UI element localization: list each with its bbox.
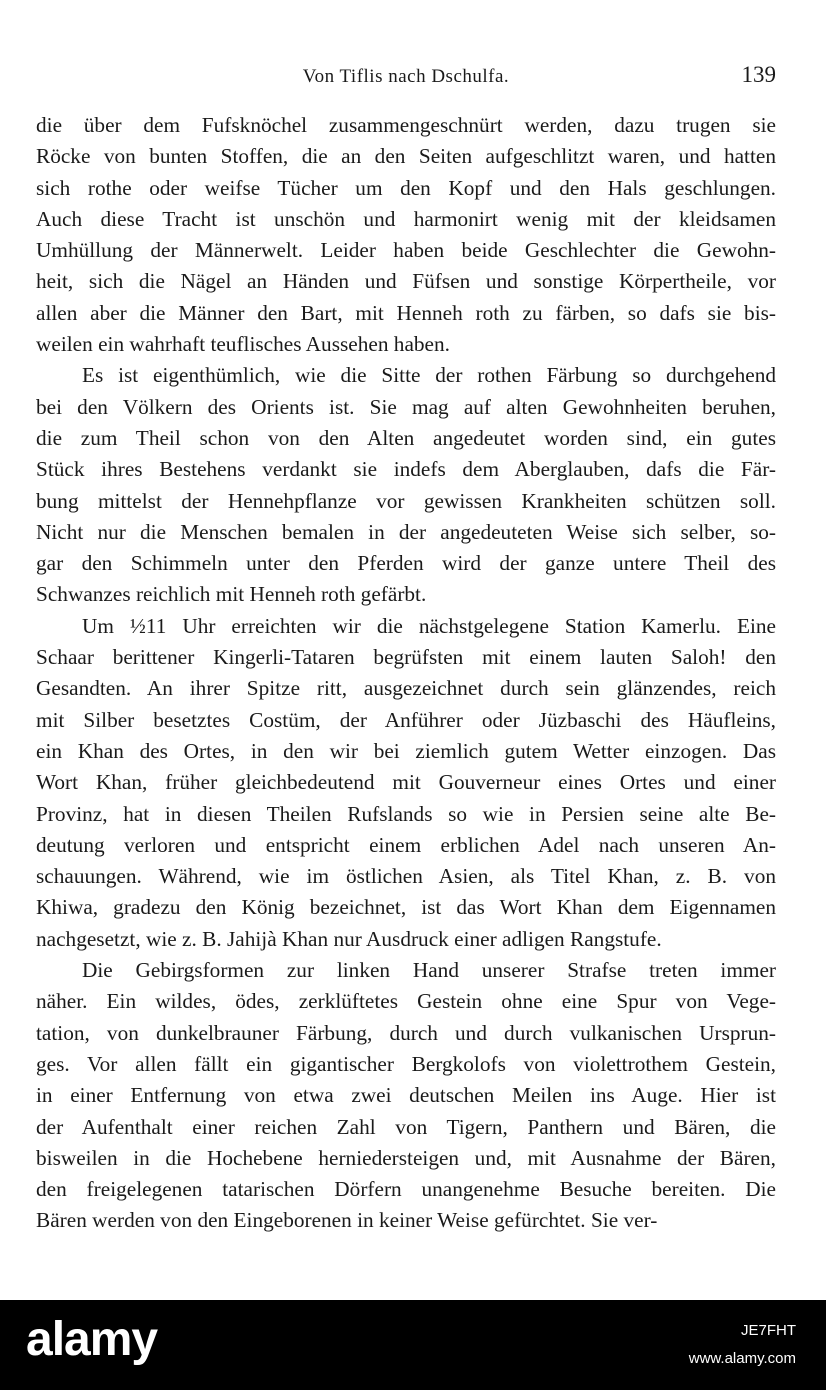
watermark-footer <box>0 1300 826 1390</box>
text-line: Es ist eigenthümlich, wie die Sitte der rothen Färbung so durchgehend <box>82 363 776 388</box>
paragraph <box>36 955 776 1237</box>
text-line: Stück ihres Bestehens verdankt sie indefs dem Aberglauben, dafs die Fär- <box>36 457 776 482</box>
text-line: Gesandten. An ihrer Spitze ritt, ausgezeichnet durch sein glänzendes, reich <box>36 676 776 701</box>
paragraph <box>36 110 776 360</box>
text-line: Nicht nur die Menschen bemalen in der angedeuteten Weise sich selber, so- <box>36 519 776 544</box>
text-line: Wort Khan, früher gleichbedeutend mit Gouverneur eines Ortes und einer <box>36 770 776 795</box>
text-line: schauungen. Während, wie im östlichen Asien, als Titel Khan, z. B. von <box>36 864 776 889</box>
text-line: sich rothe oder weifse Tücher um den Kopf und den Hals geschlungen. <box>36 175 776 200</box>
text-line: Auch diese Tracht ist unschön und harmonirt wenig mit der kleidsamen <box>36 206 776 231</box>
paragraph <box>36 360 776 610</box>
text-line: in einer Entfernung von etwa zwei deutschen Meilen ins Auge. Hier ist <box>36 1083 776 1108</box>
text-line: weilen ein wahrhaft teuflisches Aussehen haben. <box>36 332 450 357</box>
running-title: Von Tiflis nach Dschulfa. <box>302 66 510 87</box>
text-line: bei den Völkern des Orients ist. Sie mag auf alten Gewohnheiten beruhen, <box>36 394 776 419</box>
text-line: Bären werden von den Eingeborenen in keiner Weise gefürchtet. Sie ver- <box>36 1208 658 1233</box>
text-line: Um ½11 Uhr erreichten wir die nächstgelegene Station Kamerlu. Eine <box>82 613 776 638</box>
text-line: ges. Vor allen fällt ein gigantischer Bergkolofs von violettrothem Gestein, <box>36 1051 776 1076</box>
text-line: die zum Theil schon von den Alten angedeutet worden sind, ein gutes <box>36 425 776 450</box>
image-code: JE7FHT <box>740 1322 796 1339</box>
text-line: Provinz, hat in diesen Theilen Rufslands so wie in Persien seine alte Be- <box>36 801 776 826</box>
text-line: Khiwa, gradezu den König bezeichnet, ist das Wort Khan dem Eigennamen <box>36 895 776 920</box>
text-line: bisweilen in die Hochebene herniedersteigen und, mit Ausnahme der Bären, <box>36 1145 776 1170</box>
page-number: 139 <box>741 62 776 87</box>
text-line: der Aufenthalt einer reichen Zahl von Tigern, Panthern und Bären, die <box>36 1114 776 1139</box>
text-line: heit, sich die Nägel an Händen und Füfsen und sonstige Körpertheile, vor <box>36 269 776 294</box>
text-line: Röcke von bunten Stoffen, die an den Seiten aufgeschlitzt waren, und hatten <box>36 144 776 169</box>
text-line: nachgesetzt, wie z. B. Jahijà Khan nur Ausdruck einer adligen Rangstufe. <box>36 926 662 951</box>
text-line: tation, von dunkelbrauner Färbung, durch und durch vulkanischen Ursprun- <box>36 1020 776 1045</box>
page-header <box>36 60 776 96</box>
brand-logo: alamy <box>26 1313 158 1366</box>
text-line: Umhüllung der Männerwelt. Leider haben beide Geschlechter die Gewohn- <box>36 238 776 263</box>
text-line: Schaar berittener Kingerli-Tataren begrüfsten mit einem lauten Saloh! den <box>36 645 776 670</box>
text-line: allen aber die Männer den Bart, mit Henneh roth zu färben, so dafs sie bis- <box>36 300 776 325</box>
text-line: näher. Ein wildes, ödes, zerklüftetes Gestein ohne eine Spur von Vege- <box>36 989 776 1014</box>
paragraph <box>36 611 776 955</box>
text-line: mit Silber besetztes Costüm, der Anführer oder Jüzbaschi des Häufleins, <box>36 707 776 732</box>
text-line: deutung verloren und entspricht einem erblichen Adel nach unseren An- <box>36 832 776 857</box>
text-line: die über dem Fufsknöchel zusammengeschnürt werden, dazu trugen sie <box>36 113 776 137</box>
text-line: den freigelegenen tatarischen Dörfern unangenehme Besuche bereiten. Die <box>36 1177 776 1202</box>
text-line: gar den Schimmeln unter den Pferden wird der ganze untere Theil des <box>36 551 776 576</box>
text-line: Die Gebirgsformen zur linken Hand unserer Strafse treten immer <box>82 958 776 983</box>
site-url: www.alamy.com <box>688 1350 796 1367</box>
text-line: Schwanzes reichlich mit Henneh roth gefärbt. <box>36 582 427 607</box>
text-line: ein Khan des Ortes, in den wir bei ziemlich gutem Wetter einzogen. Das <box>36 738 776 763</box>
text-line: bung mittelst der Hennehpflanze vor gewissen Krankheiten schützen soll. <box>36 488 776 513</box>
body-text <box>36 110 776 1237</box>
